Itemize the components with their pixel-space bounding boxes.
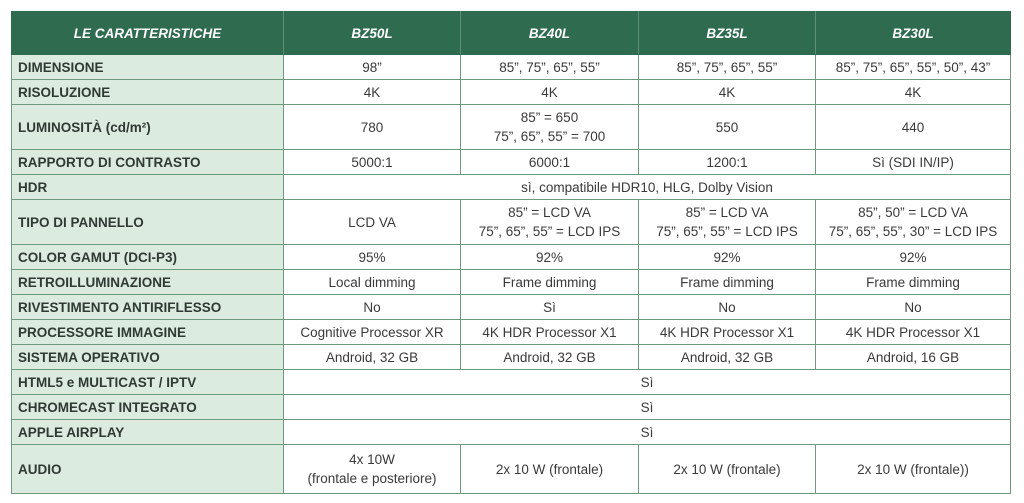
value-cell: Local dimming [284, 270, 461, 295]
row-label: APPLE AIRPLAY [12, 420, 284, 445]
row-label: LUMINOSITÀ (cd/m²) [12, 105, 284, 150]
table-row [12, 420, 1011, 445]
value-cell: 780 [284, 105, 461, 150]
value-cell: 440 [816, 105, 1011, 150]
table-row [12, 245, 1011, 270]
value-cell: Android, 32 GB [284, 345, 461, 370]
table-row [12, 320, 1011, 345]
header-bz50l: BZ50L [284, 12, 461, 55]
value-cell: No [639, 295, 816, 320]
table-row [12, 200, 1011, 245]
value-cell: Frame dimming [461, 270, 639, 295]
row-label: AUDIO [12, 445, 284, 494]
value-cell: 6000:1 [461, 150, 639, 175]
table-row [12, 445, 1011, 494]
row-label: DIMENSIONE [12, 55, 284, 80]
value-cell: 4K HDR Processor X1 [816, 320, 1011, 345]
value-cell: 2x 10 W (frontale)) [816, 445, 1011, 494]
value-cell: 4K HDR Processor X1 [639, 320, 816, 345]
row-label: CHROMECAST INTEGRATO [12, 395, 284, 420]
table-row [12, 295, 1011, 320]
value-cell: 85”, 75”, 65”, 55”, 50”, 43” [816, 55, 1011, 80]
header-row [12, 12, 1011, 55]
value-cell: Sì (SDI IN/IP) [816, 150, 1011, 175]
row-label: RIVESTIMENTO ANTIRIFLESSO [12, 295, 284, 320]
value-cell: 95% [284, 245, 461, 270]
value-cell: 1200:1 [639, 150, 816, 175]
value-cell: Android, 32 GB [639, 345, 816, 370]
header-bz35l: BZ35L [639, 12, 816, 55]
header-bz40l: BZ40L [461, 12, 639, 55]
value-cell: 550 [639, 105, 816, 150]
value-cell: 2x 10 W (frontale) [639, 445, 816, 494]
value-cell: 4K HDR Processor X1 [461, 320, 639, 345]
table-row [12, 55, 1011, 80]
table-row [12, 80, 1011, 105]
header-bz30l: BZ30L [816, 12, 1011, 55]
table-row [12, 175, 1011, 200]
table-row [12, 395, 1011, 420]
row-label: COLOR GAMUT (DCI-P3) [12, 245, 284, 270]
row-label: RETROILLUMINAZIONE [12, 270, 284, 295]
value-cell: 85”, 75”, 65”, 55” [461, 55, 639, 80]
value-cell: 98” [284, 55, 461, 80]
value-cell: No [284, 295, 461, 320]
spanned-value-cell: Sì [284, 395, 1011, 420]
row-label: PROCESSORE IMMAGINE [12, 320, 284, 345]
row-label: SISTEMA OPERATIVO [12, 345, 284, 370]
row-label: RISOLUZIONE [12, 80, 284, 105]
value-cell: Android, 16 GB [816, 345, 1011, 370]
spec-comparison-table [11, 11, 1011, 494]
row-label: RAPPORTO DI CONTRASTO [12, 150, 284, 175]
row-label: TIPO DI PANNELLO [12, 200, 284, 245]
value-cell: 85”, 50” = LCD VA 75”, 65”, 55”, 30” = LCD IPS [816, 200, 1011, 245]
value-cell: Frame dimming [816, 270, 1011, 295]
table-row [12, 345, 1011, 370]
value-cell: LCD VA [284, 200, 461, 245]
value-cell: 85” = 650 75”, 65”, 55” = 700 [461, 105, 639, 150]
value-cell: 5000:1 [284, 150, 461, 175]
table-row [12, 270, 1011, 295]
value-cell: 4K [639, 80, 816, 105]
row-label: HDR [12, 175, 284, 200]
spanned-value-cell: sì, compatibile HDR10, HLG, Dolby Vision [284, 175, 1011, 200]
table-row [12, 150, 1011, 175]
value-cell: Android, 32 GB [461, 345, 639, 370]
spanned-value-cell: Sì [284, 370, 1011, 395]
value-cell: 92% [461, 245, 639, 270]
value-cell: 4K [284, 80, 461, 105]
table-row [12, 105, 1011, 150]
spanned-value-cell: Sì [284, 420, 1011, 445]
value-cell: 2x 10 W (frontale) [461, 445, 639, 494]
table-row [12, 370, 1011, 395]
value-cell: 4x 10W (frontale e posteriore) [284, 445, 461, 494]
value-cell: 92% [639, 245, 816, 270]
row-label: HTML5 e MULTICAST / IPTV [12, 370, 284, 395]
value-cell: 4K [461, 80, 639, 105]
value-cell: 85” = LCD VA 75”, 65”, 55” = LCD IPS [461, 200, 639, 245]
value-cell: 85” = LCD VA 75”, 65”, 55” = LCD IPS [639, 200, 816, 245]
value-cell: Cognitive Processor XR [284, 320, 461, 345]
value-cell: 92% [816, 245, 1011, 270]
spec-table-container [11, 11, 1010, 494]
value-cell: 85”, 75”, 65”, 55” [639, 55, 816, 80]
value-cell: 4K [816, 80, 1011, 105]
value-cell: Sì [461, 295, 639, 320]
value-cell: No [816, 295, 1011, 320]
header-features: LE CARATTERISTICHE [12, 12, 284, 55]
value-cell: Frame dimming [639, 270, 816, 295]
